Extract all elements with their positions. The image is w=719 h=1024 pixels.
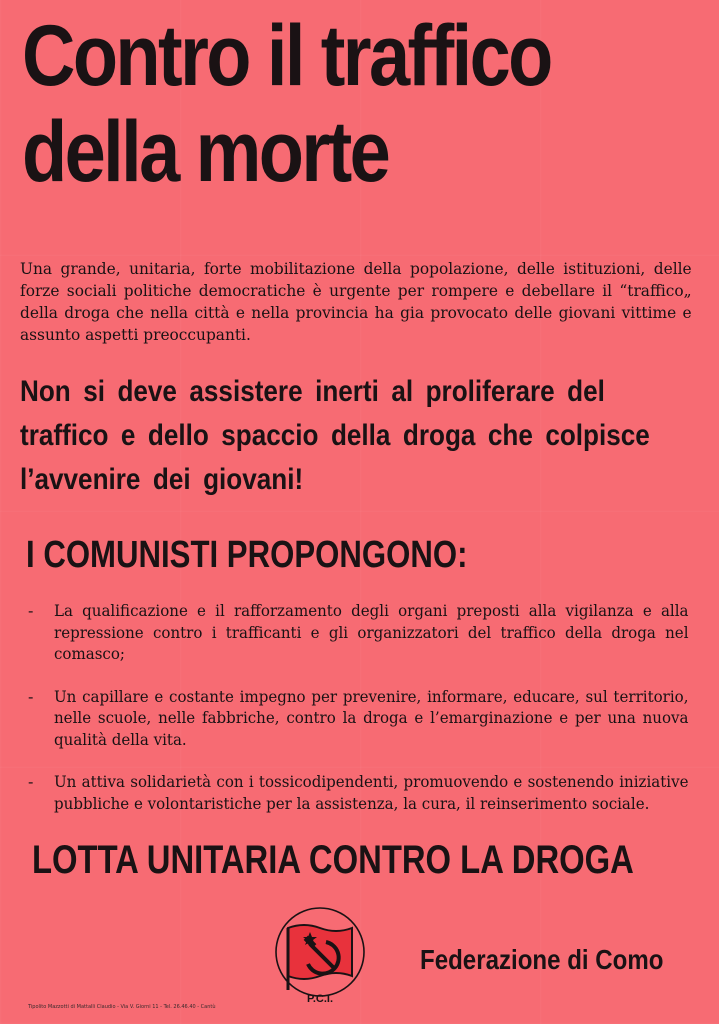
list-item-text: Un capillare e costante impegno per prevenire, informare, educare, sul territorio, nelle scuole, nelle fabbriche, contro la droga e l’emarginazione e per una nuova qualità della vita.: [54, 686, 689, 749]
list-dash: -: [28, 601, 34, 620]
proposals-list: [24, 600, 692, 835]
list-dash: -: [28, 772, 34, 791]
proposals-title: I COMUNISTI PROPONGONO:: [26, 534, 468, 576]
signature: Federazione di Como: [420, 944, 664, 975]
warning-line-2: traffico e dello spaccio della droga che colpisce: [20, 419, 650, 452]
list-item: [24, 600, 692, 665]
slogan: LOTTA UNITARIA CONTRO LA DROGA: [32, 838, 634, 882]
list-dash: -: [28, 686, 34, 706]
warning-line-1: Non si deve assistere inerti al proliferare del: [20, 375, 605, 408]
intro-paragraph: Una grande, unitaria, forte mobilitazione della popolazione, delle istituzioni, delle forze sociali politiche democratiche è urgente per rompere e debellare il “traffico„ della droga che nella città e nella provincia ha gia provocato delle giovani vittime e assunto aspetti preoccupanti.: [20, 259, 692, 344]
logo-label: P.C.I.: [306, 993, 334, 1005]
headline: [22, 8, 607, 200]
pci-hammer-sickle-flag-icon: [274, 906, 366, 1006]
headline-line-2: della morte: [22, 104, 389, 200]
headline-line-1: Contro il traffico: [22, 8, 551, 104]
list-item-text: Un attiva solidarietà con i tossicodipendenti, promuovendo e sostenendo iniziative pubbliche e volontaristiche per la assistenza, la cura, il reinserimento sociale.: [54, 772, 689, 813]
printer-note: Tipolito Mazzotti di Mattalli Claudio - Via V. Giorni 11 - Tel. 26.46.40 - Cantù: [28, 1004, 216, 1010]
warning-line-3: l’avvenire dei giovani!: [20, 463, 304, 496]
warning-statement: [20, 370, 688, 502]
list-item-text: La qualificazione e il rafforzamento degli organi preposti alla vigilanza e alla repressione contro i trafficanti e gli organizzatori del traffico della droga nel comasco;: [54, 601, 689, 663]
list-item: [24, 771, 692, 814]
list-item: [24, 686, 692, 751]
